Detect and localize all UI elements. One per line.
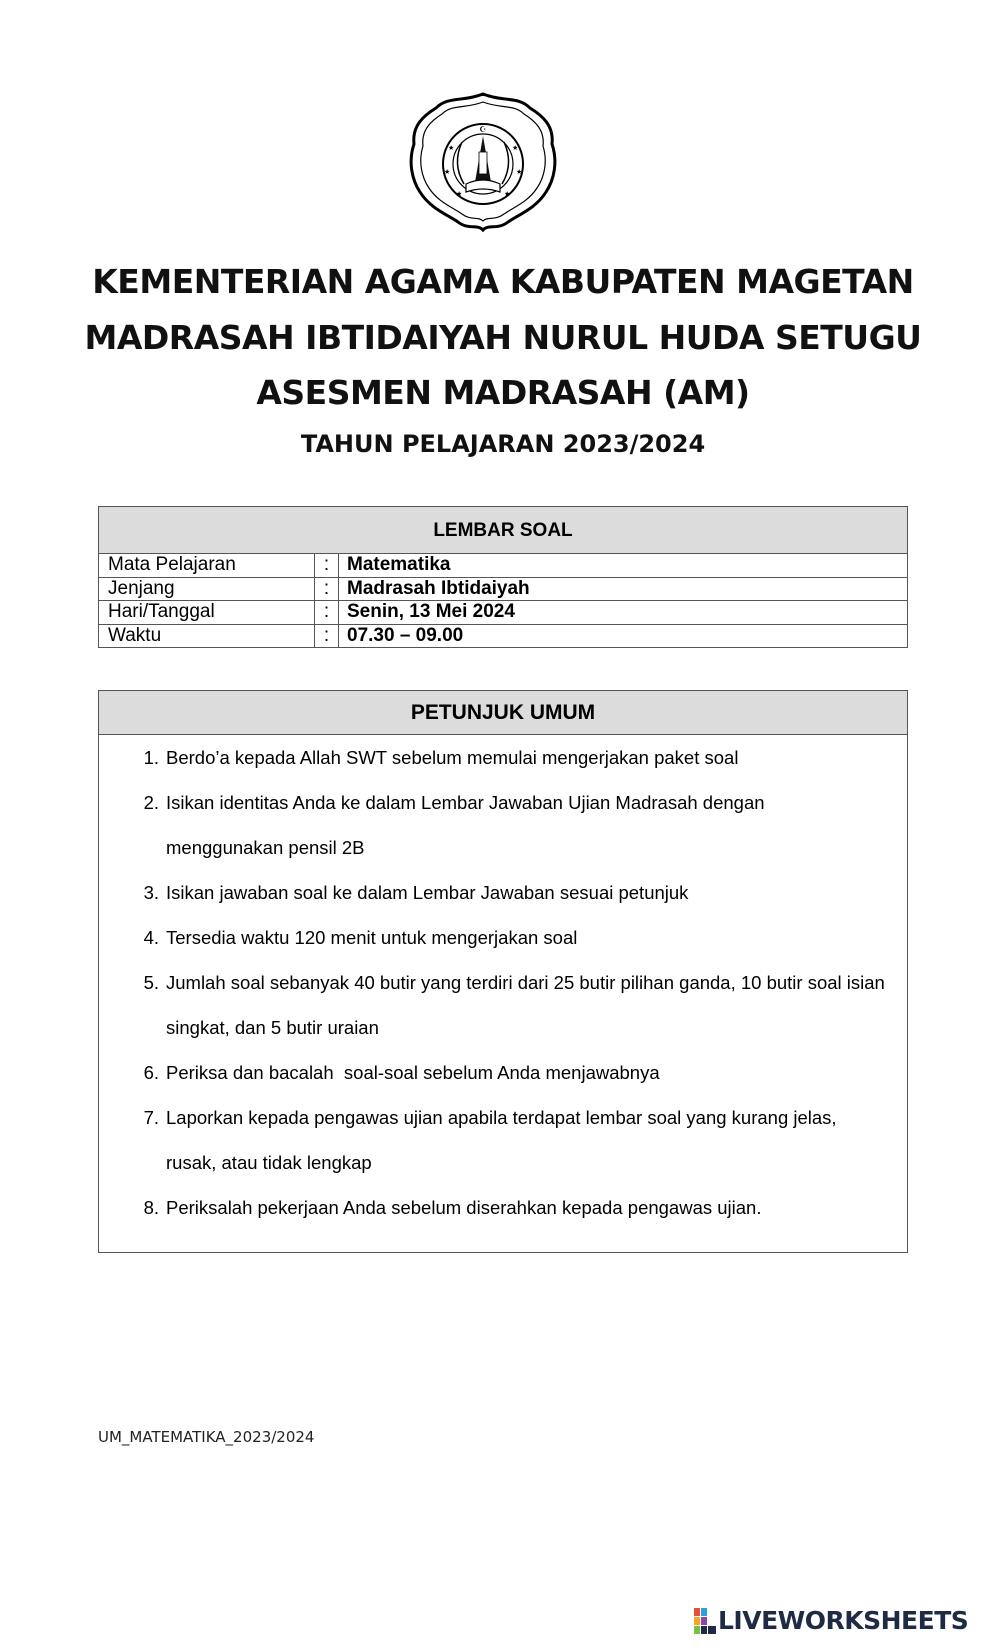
info-value: Senin, 13 Mei 2024 (347, 601, 515, 622)
info-value: 07.30 – 09.00 (347, 624, 464, 646)
svg-text:★: ★ (512, 144, 519, 152)
info-value: Madrasah Ibtidaiyah (347, 577, 530, 599)
info-colon: : (315, 601, 339, 624)
svg-text:★: ★ (444, 168, 451, 176)
instruction-item (99, 780, 907, 870)
instruction-number: 6. (143, 1062, 159, 1083)
instruction-item (99, 960, 907, 1050)
info-label: Jenjang (99, 578, 315, 601)
exam-info-table (98, 506, 908, 648)
ministry-title: KEMENTERIAN AGAMA KABUPATEN MAGETAN (92, 262, 914, 301)
document-code: UM_MATEMATIKA_2023/2024 (98, 1428, 315, 1446)
instruction-text: Berdo’a kepada Allah SWT sebelum memulai mengerjakan paket soal (166, 747, 739, 768)
instruction-number: 3. (143, 882, 159, 903)
info-value: Matematika (347, 554, 451, 575)
instruction-number: 7. (143, 1107, 159, 1128)
instruction-text: Laporkan kepada pengawas ujian apabila terdapat lembar soal yang kurang jelas, rusak, atau tidak lengkap (166, 1107, 837, 1173)
instruction-number: 4. (143, 927, 159, 948)
instruction-text: Periksa dan bacalah soal-soal sebelum Anda menjawabnya (166, 1062, 660, 1083)
instruction-text: Periksalah pekerjaan Anda sebelum diserahkan kepada pengawas ujian. (166, 1197, 762, 1218)
instruction-number: 2. (143, 792, 159, 813)
madrasah-emblem-icon (408, 92, 558, 232)
info-label: Waktu (99, 625, 315, 649)
info-label: Hari/Tanggal (99, 601, 315, 624)
svg-text:★: ★ (448, 144, 455, 152)
instructions-list (99, 735, 907, 1230)
instructions-title: PETUNJUK UMUM (99, 691, 907, 735)
liveworksheets-logo-icon (694, 1608, 716, 1634)
instruction-number: 8. (143, 1197, 159, 1218)
assessment-title: ASESMEN MADRASAH (AM) (256, 373, 750, 412)
info-colon: : (315, 578, 339, 601)
instruction-item (99, 915, 907, 960)
instruction-item (99, 1095, 907, 1185)
liveworksheets-brand[interactable] (694, 1606, 968, 1635)
instruction-text: Isikan jawaban soal ke dalam Lembar Jawaban sesuai petunjuk (166, 882, 689, 903)
info-row (99, 625, 907, 649)
instruction-number: 5. (143, 972, 159, 993)
info-label: Mata Pelajaran (99, 554, 315, 577)
svg-text:★: ★ (456, 190, 463, 198)
academic-year: TAHUN PELAJARAN 2023/2024 (300, 430, 706, 458)
brand-name: LIVEWORKSHEETS (718, 1606, 969, 1635)
svg-text:★: ★ (504, 190, 511, 198)
instruction-text: Jumlah soal sebanyak 40 butir yang terdiri dari 25 butir pilihan ganda, 10 butir soal isian singkat, dan 5 butir uraian (166, 972, 885, 1038)
general-instructions-box (98, 690, 908, 1253)
info-colon: : (315, 625, 339, 649)
instruction-item (99, 1050, 907, 1095)
svg-text:★: ★ (516, 168, 523, 176)
info-row (99, 578, 907, 602)
school-title: MADRASAH IBTIDAIYAH NURUL HUDA SETUGU (84, 318, 922, 357)
info-row (99, 601, 907, 625)
info-table-title: LEMBAR SOAL (99, 507, 907, 554)
instruction-text: Tersedia waktu 120 menit untuk mengerjakan soal (166, 927, 578, 948)
instruction-number: 1. (143, 747, 159, 768)
instruction-item (99, 735, 907, 780)
instruction-item (99, 1185, 907, 1230)
instruction-text: Isikan identitas Anda ke dalam Lembar Jawaban Ujian Madrasah dengan menggunakan pensil 2B (166, 792, 765, 858)
instruction-item (99, 870, 907, 915)
info-row (99, 554, 907, 578)
info-colon: : (315, 554, 339, 577)
svg-text:☪: ☪ (479, 125, 487, 134)
